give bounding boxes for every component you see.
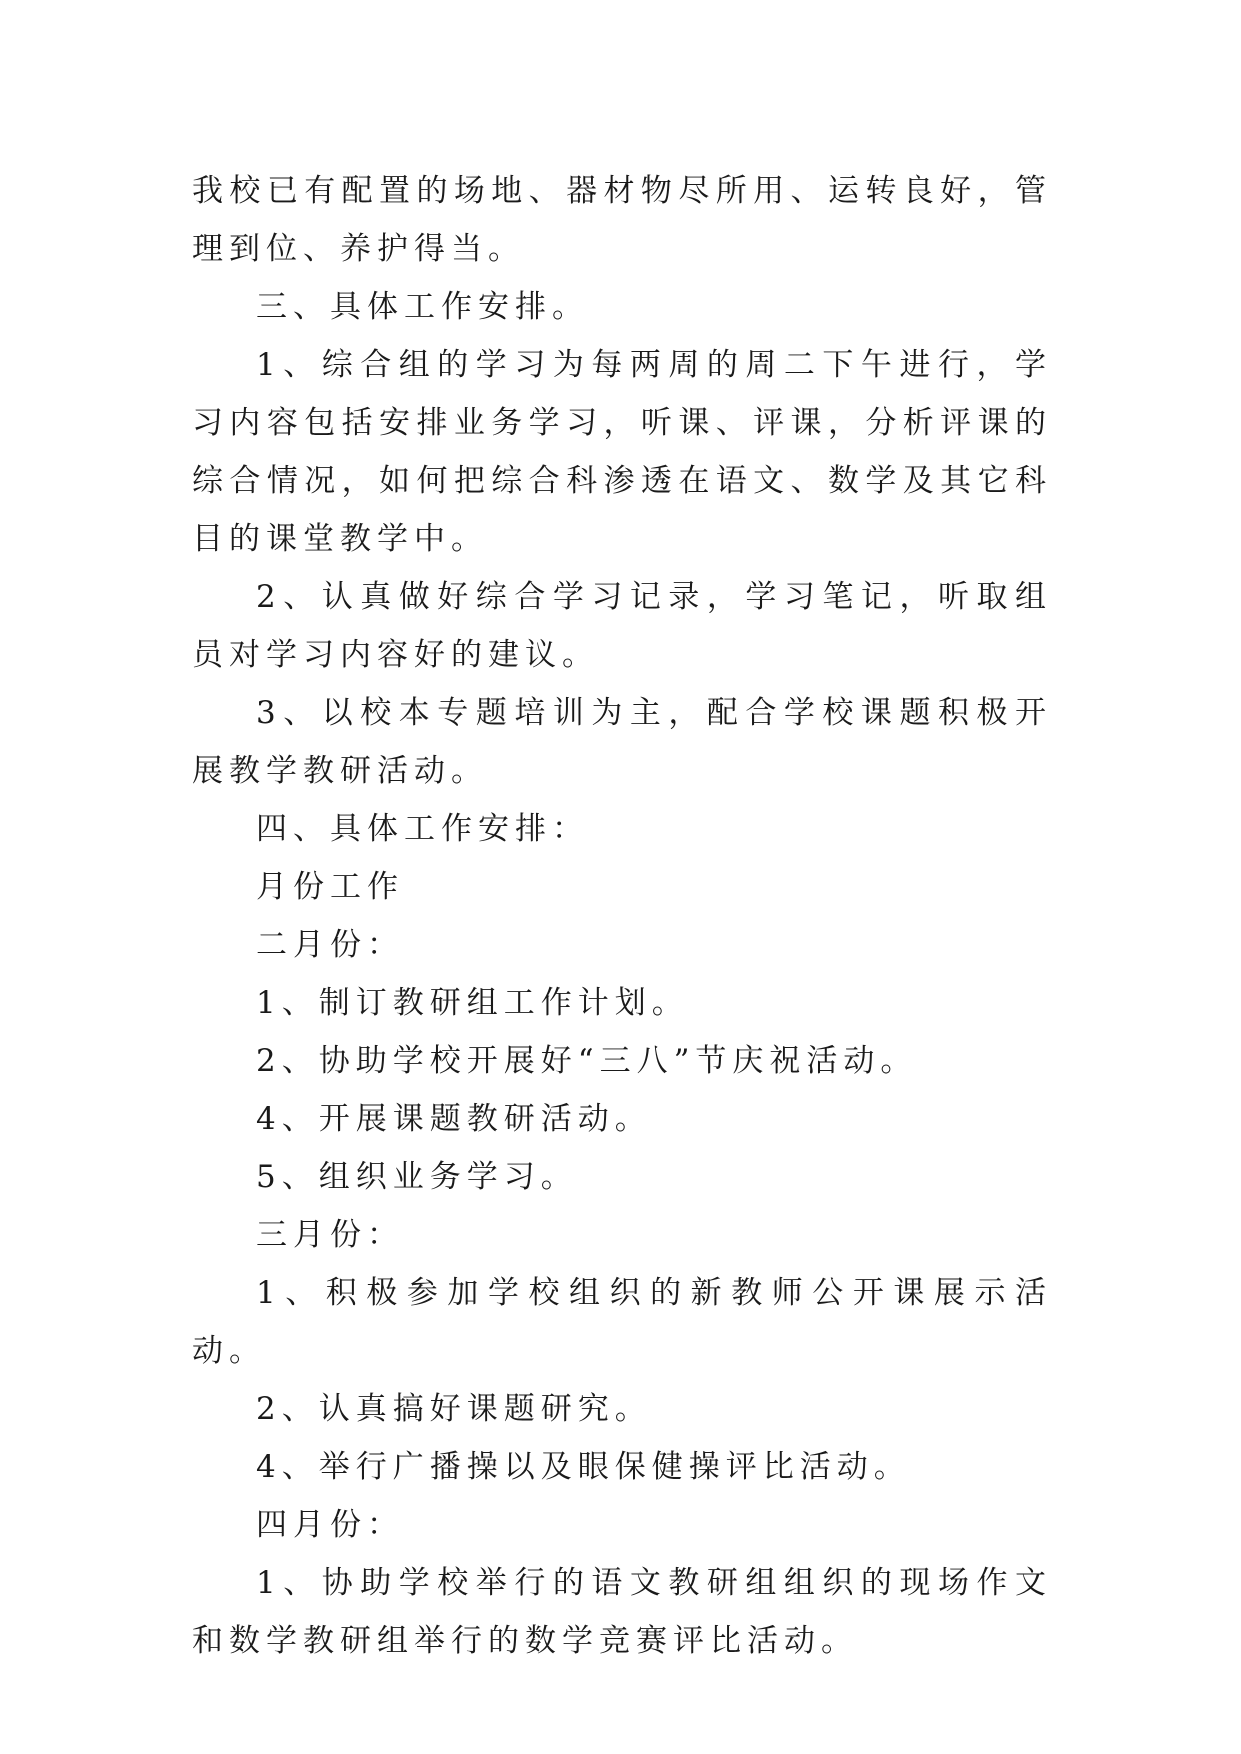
paragraph-item-2: 2、认真做好综合学习记录，学习笔记，听取组员对学习内容好的建议。 <box>192 579 1052 673</box>
february-item-2: 2、协助学校开展好“三八”节庆祝活动。 <box>256 1043 918 1079</box>
month-february: 二月份： <box>256 927 404 963</box>
april-item-1: 1、协助学校举行的语文教研组组织的现场作文和数学教研组举行的数学竞赛评比活动。 <box>192 1565 1052 1659</box>
february-item-5: 5、组织业务学习。 <box>256 1159 578 1195</box>
heading-work-arrangement: 三、具体工作安排。 <box>256 289 589 325</box>
march-item-1: 1、积极参加学校组织的新教师公开课展示活动。 <box>192 1275 1052 1369</box>
march-item-4: 4、举行广播操以及眼保健操评比活动。 <box>256 1449 911 1485</box>
paragraph-facilities: 我校已有配置的场地、器材物尽所用、运转良好，管理到位、养护得当。 <box>192 173 1052 267</box>
february-item-1: 1、制订教研组工作计划。 <box>256 985 689 1021</box>
month-march: 三月份： <box>256 1217 404 1253</box>
march-item-2: 2、认真搞好课题研究。 <box>256 1391 652 1427</box>
paragraph-item-3: 3、以校本专题培训为主，配合学校课题积极开展教学教研活动。 <box>192 695 1052 789</box>
month-april: 四月份： <box>256 1507 404 1543</box>
heading-schedule: 四、具体工作安排： <box>256 811 589 847</box>
document-body <box>192 162 1052 1670</box>
february-item-4: 4、开展课题教研活动。 <box>256 1101 652 1137</box>
paragraph-item-1: 1、综合组的学习为每两周的周二下午进行，学习内容包括安排业务学习，听课、评课，分析评课的综合情况，如何把综合科渗透在语文、数学及其它科目的课堂教学中。 <box>192 347 1052 557</box>
schedule-header: 月份工作 <box>256 869 404 905</box>
